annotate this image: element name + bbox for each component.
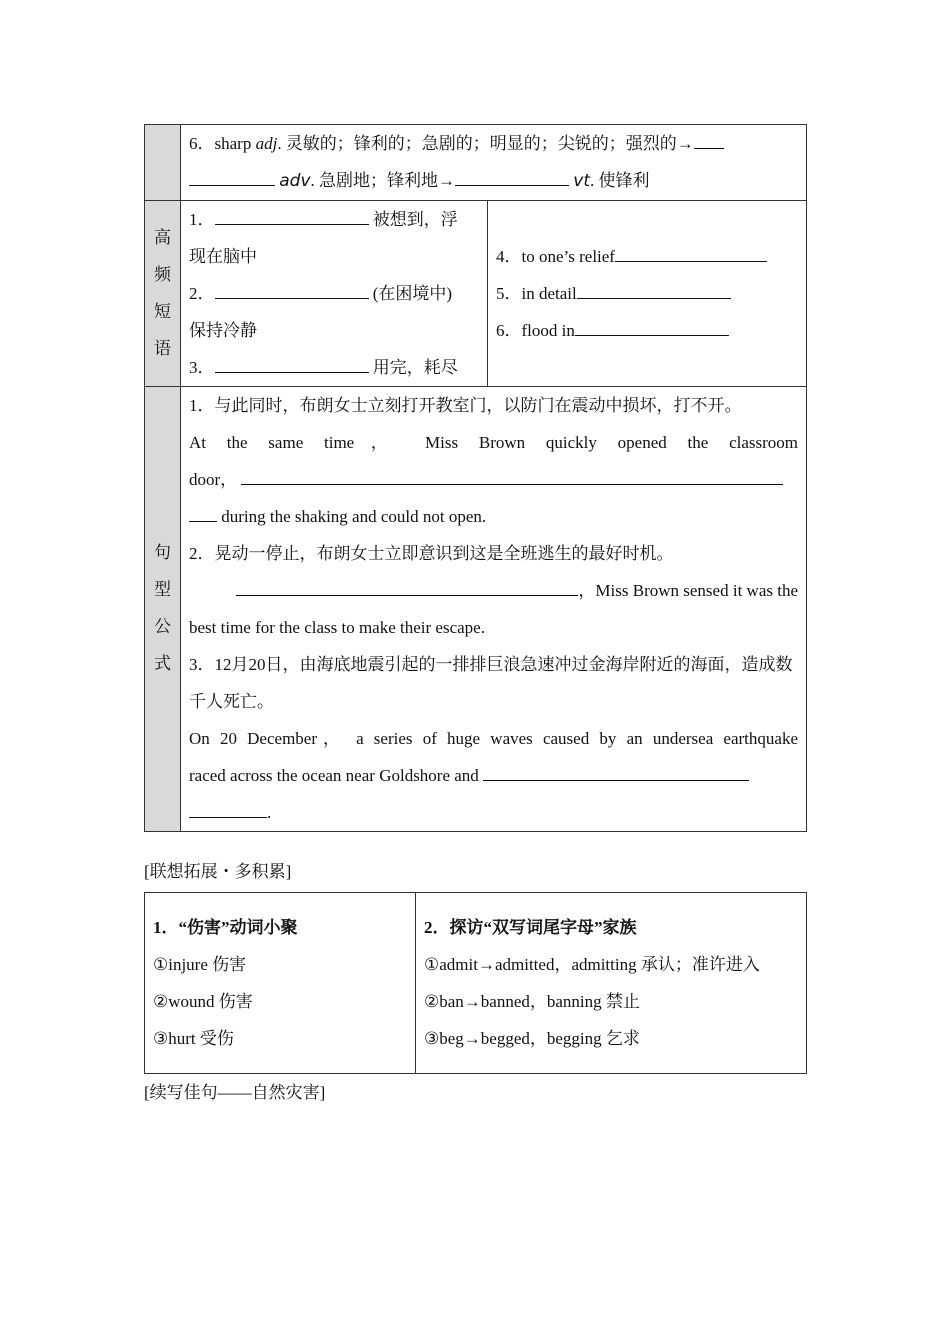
blank[interactable] <box>575 318 729 336</box>
sentence-1-en-door: door， <box>181 461 806 498</box>
extension-right-item: ③beg→begged，begging 乞求 <box>424 1029 640 1048</box>
blank[interactable] <box>189 800 267 818</box>
extension-left-item: ③hurt 受伤 <box>153 1029 234 1048</box>
sentence-3-cn: 3．12月20日，由海底地震引起的一排排巨浪急速冲过金海岸附近的海面，造成数千人死亡。 <box>189 655 793 711</box>
extension-right-item: ①admit→admitted，admitting 承认；准许进入 <box>424 955 760 974</box>
phrase-item-cont: 现在脑中 <box>189 247 257 266</box>
extension-left-item: ②wound 伤害 <box>153 992 253 1011</box>
phrases-row <box>145 201 807 387</box>
sentence-3-en-end: . <box>181 794 806 831</box>
blank[interactable] <box>236 578 578 596</box>
sentences-side-label: 句 型 公 式 <box>145 387 181 832</box>
sentence-3-en: On 20 December， a series of huge waves caused by an undersea earthquake <box>189 729 798 748</box>
vocab-line-1: 6．sharp adj. 灵敏的；锋利的；急剧的；明显的；尖锐的；强烈的→ <box>181 125 806 162</box>
phrase-item: 1． 被想到，浮 <box>181 201 487 238</box>
blank[interactable] <box>483 763 749 781</box>
sentence-2-cn: 2．晃动一停止，布朗女士立即意识到这是全班逃生的最好时机。 <box>189 544 674 563</box>
sentence-3-en-b: raced across the ocean near Goldshore and <box>181 757 806 794</box>
extension-right <box>416 893 807 1074</box>
vocab-side <box>145 125 181 201</box>
phrases-right <box>488 201 807 387</box>
sentence-1-en: At the same time， Miss Brown quickly opened the classroom <box>189 433 798 452</box>
phrase-item: 4．to one’s relief <box>488 238 806 275</box>
blank[interactable] <box>189 168 275 186</box>
sentence-1-en-end: during the shaking and could not open. <box>181 498 806 535</box>
blank[interactable] <box>241 467 783 485</box>
extension-table <box>144 892 807 1074</box>
footer-heading: [续写佳句——自然灾害] <box>144 1083 326 1102</box>
phrase-item-cont: 保持冷静 <box>189 321 257 340</box>
vocab-cell <box>181 125 807 201</box>
blank[interactable] <box>577 281 731 299</box>
sentence-2-en: ，Miss Brown sensed it was the <box>181 572 806 609</box>
extension-left-item: ①injure 伤害 <box>153 955 247 974</box>
vocab-line-2: adv. 急剧地；锋利地→ vt. 使锋利 <box>181 162 806 200</box>
vocab-table <box>144 124 807 832</box>
extension-right-item: ②ban→banned，banning 禁止 <box>424 992 640 1011</box>
extension-left <box>145 893 416 1074</box>
phrase-item: 6．flood in <box>488 312 806 349</box>
sentence-1-cn: 1．与此同时，布朗女士立刻打开教室门，以防门在震动中损坏，打不开。 <box>189 396 742 415</box>
blank[interactable] <box>215 355 369 373</box>
phrases-side-label: 高 频 短 语 <box>145 201 181 387</box>
blank[interactable] <box>694 131 724 149</box>
phrase-item: 3． 用完，耗尽 <box>181 349 487 386</box>
vocab-row <box>145 125 807 201</box>
extension-heading: [联想拓展・多积累] <box>144 862 292 881</box>
blank[interactable] <box>455 168 569 186</box>
extension-right-title: 2．探访“双写词尾字母”家族 <box>424 918 637 937</box>
blank[interactable] <box>189 504 217 522</box>
blank[interactable] <box>215 281 369 299</box>
blank[interactable] <box>615 244 767 262</box>
phrase-item: 5．in detail <box>488 275 806 312</box>
phrase-item: 2． (在困境中) <box>181 275 487 312</box>
phrases-left <box>181 201 488 387</box>
blank[interactable] <box>215 207 369 225</box>
extension-left-title: 1．“伤害”动词小聚 <box>153 918 298 937</box>
sentence-2-en-end: best time for the class to make their escape. <box>189 618 485 637</box>
sentences-row <box>145 387 807 832</box>
sentences-cell <box>181 387 807 832</box>
